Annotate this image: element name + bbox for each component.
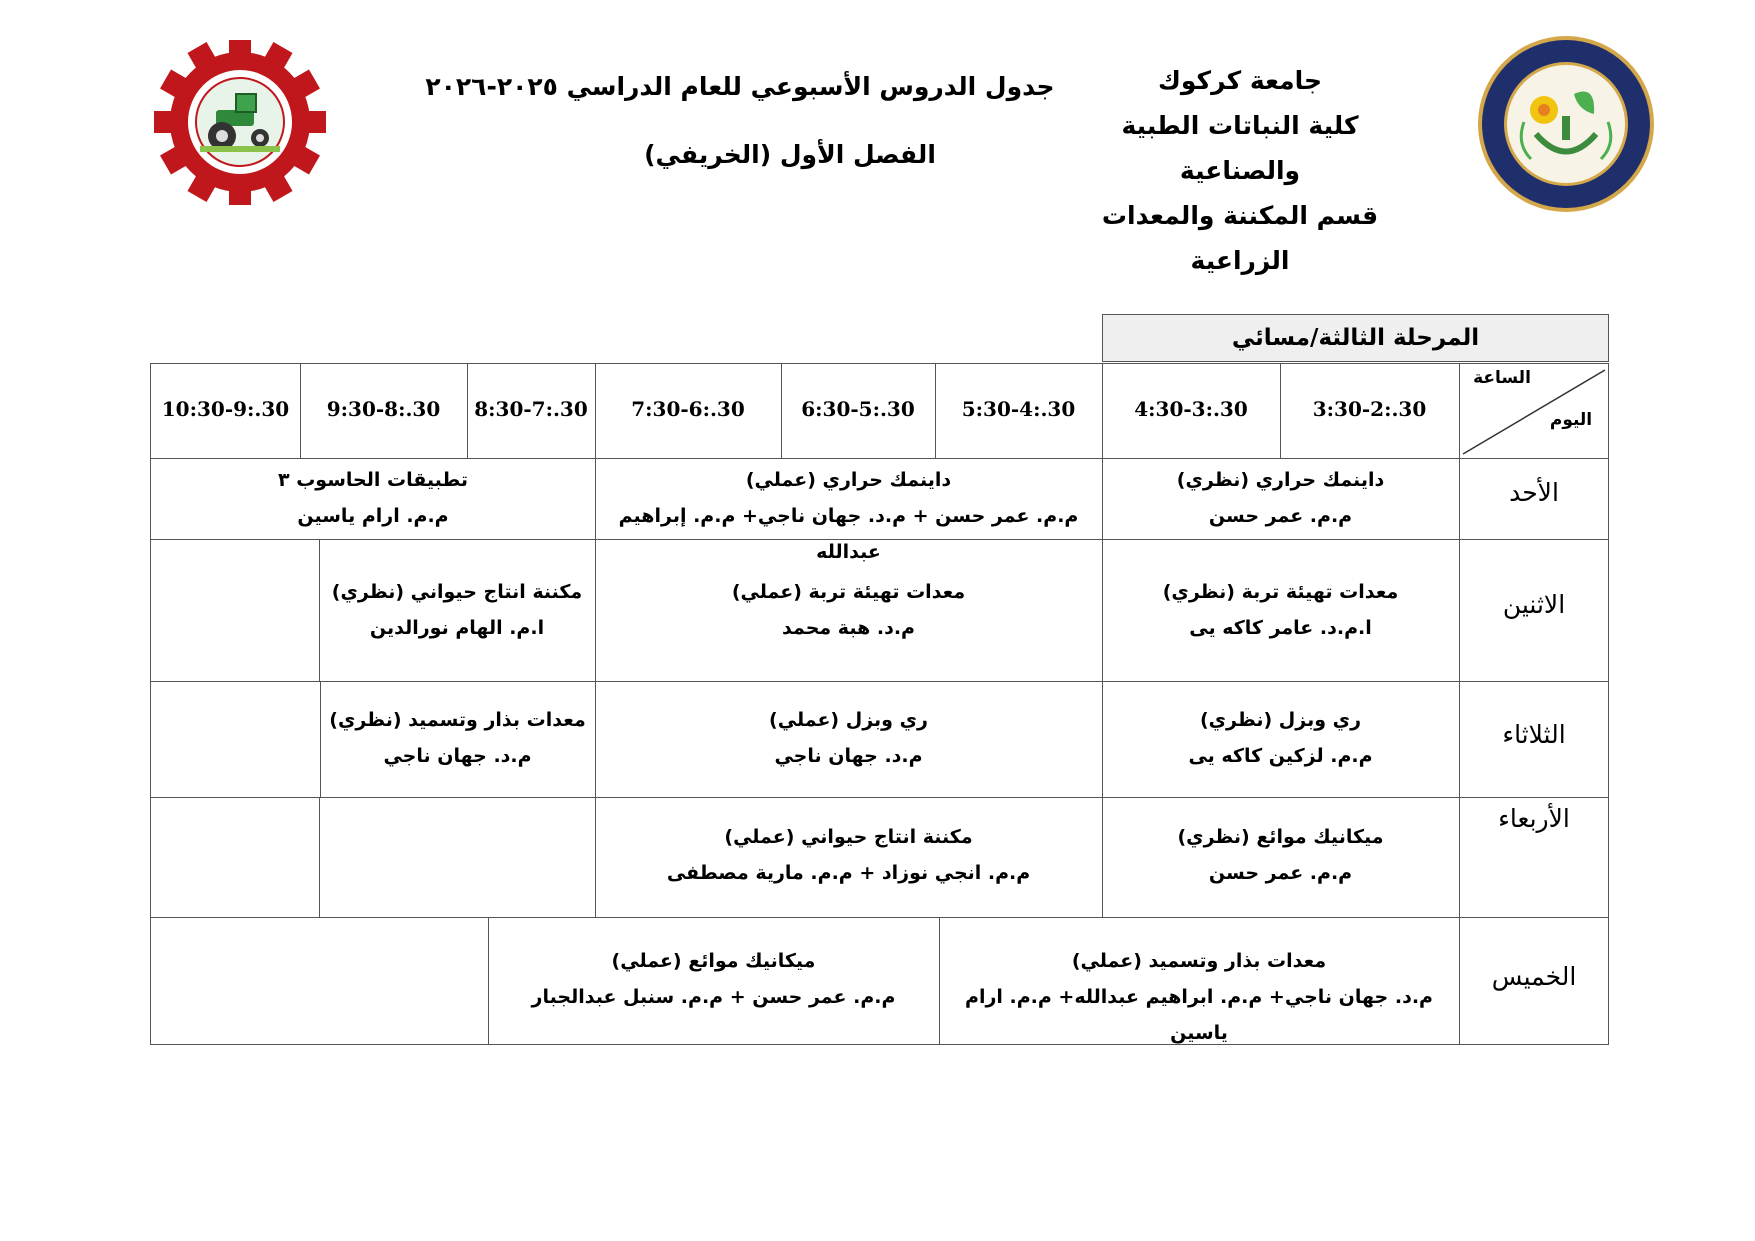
session-cell [595, 574, 1102, 646]
session-teacher: م.م. عمر حسن [1208, 862, 1353, 884]
session-teacher: ا.م.د. عامر كاكه يى [1189, 617, 1372, 639]
session-title: تطبيقات الحاسوب ٣ [277, 469, 469, 491]
stage-label: المرحلة الثالثة/مسائي [1102, 314, 1609, 362]
day-tuesday: الثلاثاء [1502, 720, 1566, 749]
day-wednesday: الأربعاء [1498, 804, 1570, 833]
session-teacher: م.م. ارام ياسين [297, 505, 449, 527]
session-title: ري وبزل (عملي) [769, 709, 928, 731]
session-cell [151, 462, 595, 534]
college-name: كلية النباتات الطبية والصناعية [1121, 111, 1359, 185]
semester-label: الفصل الأول (الخريفي) [644, 140, 936, 169]
time-slot-3: 5:30-4:.30 [961, 397, 1076, 421]
session-cell [1102, 702, 1459, 774]
session-title: ري وبزل (نظري) [1199, 709, 1362, 731]
time-slot-7: 9:30-8:.30 [326, 397, 441, 421]
time-slot-4: 6:30-5:.30 [801, 397, 915, 421]
session-cell [595, 462, 1102, 570]
institution-block [1060, 58, 1420, 283]
time-slot-2: 4:30-3:.30 [1134, 397, 1248, 421]
time-slot-1: 3:30-2:.30 [1312, 397, 1427, 421]
time-slot-8: 10:30-9:.30 [161, 397, 290, 421]
session-teacher: م.د. جهان ناجي [774, 745, 923, 767]
session-title: معدات تهيئة تربة (نظري) [1162, 581, 1399, 603]
session-cell [319, 574, 595, 646]
session-title: مكننة انتاج حيواني (عملي) [724, 826, 973, 848]
session-teacher: م.م. عمر حسن + م.د. جهان ناجي+ م.م. إبراهيم عبدالله [618, 505, 1079, 563]
session-cell [1102, 574, 1459, 646]
session-teacher: ا.م. الهام نورالدين [369, 617, 545, 639]
time-slot-6: 8:30-7:.30 [474, 397, 588, 421]
session-title: معدات بذار وتسميد (نظري) [329, 709, 586, 731]
schedule-title: جدول الدروس الأسبوعي للعام الدراسي ٢٠٢٥-٢٠٢٦ [425, 72, 1055, 101]
day-thursday: الخميس [1491, 962, 1577, 991]
session-teacher: م.د. جهان ناجي+ م.م. ابراهيم عبدالله+ م.م. ارام ياسين [965, 986, 1433, 1044]
session-title: معدات بذار وتسميد (عملي) [1071, 950, 1327, 972]
session-title: ميكانيك موائع (نظري) [1177, 826, 1384, 848]
session-cell [320, 702, 595, 774]
session-cell [595, 702, 1102, 774]
corner-hour-label: الساعة [1473, 368, 1531, 388]
session-title: داينمك حراري (عملي) [745, 469, 952, 491]
session-title: ميكانيك موائع (عملي) [611, 950, 816, 972]
corner-day-label: اليوم [1549, 410, 1593, 430]
day-sunday: الأحد [1509, 478, 1559, 507]
session-teacher: م.م. انجي نوزاد + م.م. مارية مصطفى [666, 862, 1031, 884]
session-cell [1102, 819, 1459, 891]
college-logo [1472, 33, 1660, 215]
schedule-table [150, 363, 1609, 1045]
session-teacher: م.د. جهان ناجي [383, 745, 532, 767]
session-title: داينمك حراري (نظري) [1176, 469, 1385, 491]
session-teacher: م.د. هبة محمد [782, 617, 915, 639]
session-teacher: م.م. عمر حسن + م.م. سنبل عبدالجبار [531, 986, 896, 1008]
day-monday: الاثنين [1502, 590, 1566, 619]
university-name: جامعة كركوك [1157, 66, 1323, 95]
session-title: معدات تهيئة تربة (عملي) [731, 581, 966, 603]
time-slot-5: 7:30-6:.30 [631, 397, 745, 421]
department-logo [150, 40, 330, 205]
department-name: قسم المكننة والمعدات الزراعية [1101, 201, 1379, 275]
session-title: مكننة انتاج حيواني (نظري) [331, 581, 583, 603]
session-cell [595, 819, 1102, 891]
session-teacher: م.م. عمر حسن [1208, 505, 1353, 527]
session-cell [488, 943, 939, 1015]
session-cell [939, 943, 1459, 1051]
session-cell [1102, 462, 1459, 534]
session-teacher: م.م. لزكين كاكه يى [1188, 745, 1373, 767]
